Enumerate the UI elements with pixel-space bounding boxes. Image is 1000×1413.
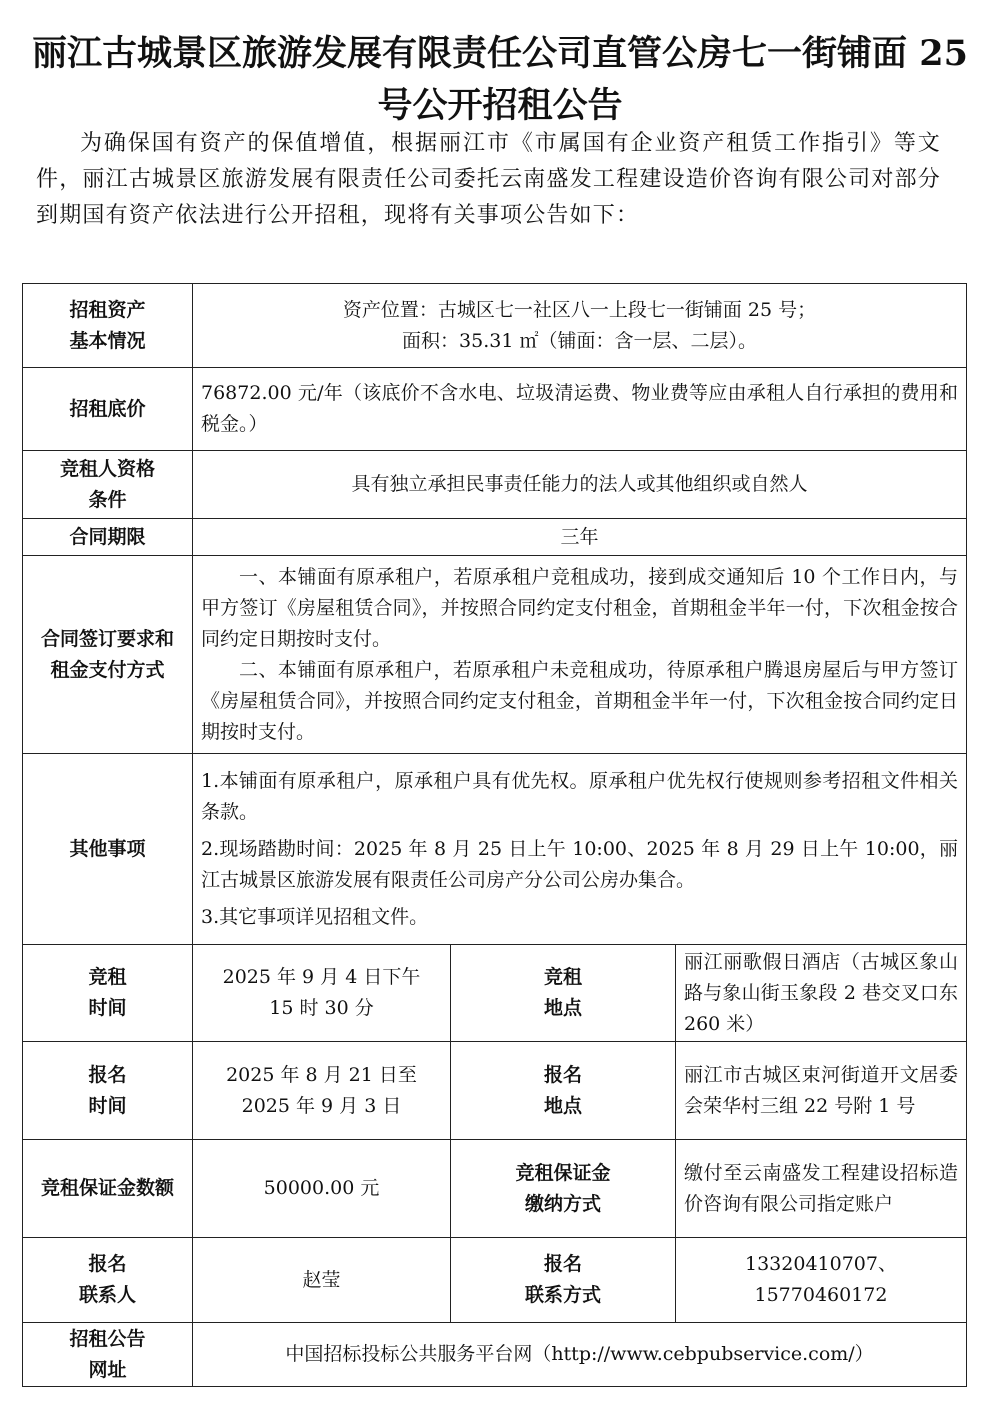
- row-term: [23, 519, 967, 556]
- contract-para-1: 一、本铺面有原承租户，若原承租户竞租成功，接到成交通知后 10 个工作日内，与甲方签订《房屋租赁合同》，并按照合同约定支付租金，首期租金半年一付，下次租金按合同约定日期按时支付。: [201, 565, 958, 650]
- deposit-method-label: [451, 1140, 676, 1238]
- row-asset: [23, 284, 967, 368]
- row-bid: [23, 945, 967, 1042]
- reg-time-label-line1: 报名: [88, 1063, 127, 1086]
- reg-time-line1: 2025 年 8 月 21 日至: [226, 1063, 417, 1086]
- reg-time-line2: 2025 年 9 月 3 日: [241, 1094, 402, 1117]
- contract-label-line2: 租金支付方式: [50, 658, 165, 681]
- reg-place-value: 丽江市古城区束河街道开文居委会荣华村三组 22 号附 1 号: [676, 1042, 967, 1140]
- row-contact: [23, 1238, 967, 1323]
- website-value: 中国招标投标公共服务平台网（http://www.cebpubservice.com/）: [193, 1323, 967, 1387]
- reg-time-label-line2: 时间: [88, 1094, 127, 1117]
- base-price-label: 招租底价: [23, 368, 193, 451]
- qualification-label: [23, 451, 193, 519]
- reg-place-label-line2: 地点: [543, 1094, 582, 1117]
- row-base-price: [23, 368, 967, 451]
- contact-person-label: [23, 1238, 193, 1323]
- contact-phone-label-line1: 报名: [543, 1253, 582, 1275]
- asset-label-line2: 基本情况: [69, 329, 146, 352]
- asset-location: 资产位置：古城区七一社区八一上段七一街铺面 25 号；: [342, 298, 817, 321]
- other-value: [193, 754, 967, 945]
- contact-phone-label-line2: 联系方式: [524, 1284, 601, 1306]
- other-item-1: 1.本铺面有原承租户，原承租户具有优先权。原承租户优先权行使规则参考招租文件相关条款。: [201, 769, 958, 823]
- contract-label: [23, 556, 193, 754]
- bid-time-line1: 2025 年 9 月 4 日下午: [222, 966, 421, 988]
- qualification-label-line1: 竞租人资格: [59, 457, 155, 480]
- contact-person-label-line2: 联系人: [78, 1284, 136, 1306]
- asset-value: [193, 284, 967, 368]
- qualification-label-line2: 条件: [88, 488, 127, 511]
- term-value: 三年: [193, 519, 967, 556]
- bid-place-value: 丽江丽歌假日酒店（古城区象山路与象山街玉象段 2 巷交叉口东 260 米）: [676, 945, 967, 1042]
- bid-place-label: [451, 945, 676, 1042]
- bid-time-label: [23, 945, 193, 1042]
- term-label: 合同期限: [23, 519, 193, 556]
- contact-phone-label: [451, 1238, 676, 1323]
- other-item-3: 3.其它事项详见招租文件。: [201, 905, 429, 928]
- deposit-label: 竞租保证金数额: [23, 1140, 193, 1238]
- website-label: [23, 1323, 193, 1387]
- contact-person-value: 赵莹: [193, 1238, 451, 1323]
- asset-label-line1: 招租资产: [69, 298, 146, 321]
- reg-place-label: [451, 1042, 676, 1140]
- contract-para-2: 二、本铺面有原承租户，若原承租户未竞租成功，待原承租户腾退房屋后与甲方签订《房屋租赁合同》，并按照合同约定支付租金，首期租金半年一付，下次租金按合同约定日期按时支付。: [201, 658, 958, 743]
- deposit-method-label-line2: 缴纳方式: [524, 1192, 601, 1215]
- row-website: [23, 1323, 967, 1387]
- deposit-method-label-line1: 竞租保证金: [515, 1161, 611, 1184]
- contact-person-label-line1: 报名: [88, 1253, 127, 1275]
- asset-label: [23, 284, 193, 368]
- asset-area: 面积：35.31 ㎡（铺面：含一层、二层）。: [402, 329, 757, 352]
- base-price-value: 76872.00 元/年（该底价不含水电、垃圾清运费、物业费等应由承租人自行承担的费用和税金。）: [193, 368, 967, 451]
- bid-time-label-line2: 时间: [88, 997, 127, 1019]
- row-contract: [23, 556, 967, 754]
- bid-time-value: [193, 945, 451, 1042]
- notice-title: 丽江古城景区旅游发展有限责任公司直管公房七一街铺面 25 号公开招租公告: [32, 33, 968, 126]
- other-item-2: 2.现场踏勘时间：2025 年 8 月 25 日上午 10:00、2025 年 8 月 29 日上午 10:00，丽江古城景区旅游发展有限责任公司房产分公司公房办集合。: [201, 837, 958, 891]
- contact-phone-value: [676, 1238, 967, 1323]
- website-label-line2: 网址: [88, 1358, 127, 1381]
- deposit-method-value: 缴付至云南盛发工程建设招标造价咨询有限公司指定账户: [676, 1140, 967, 1238]
- row-registration: [23, 1042, 967, 1140]
- website-label-line1: 招租公告: [69, 1327, 146, 1350]
- contract-value: [193, 556, 967, 754]
- reg-place-label-line1: 报名: [543, 1063, 582, 1086]
- contact-phone-line2: 15770460172: [754, 1284, 888, 1306]
- notice-table: [22, 283, 967, 1387]
- qualification-value: 具有独立承担民事责任能力的法人或其他组织或自然人: [193, 451, 967, 519]
- bid-place-label-line1: 竞租: [543, 966, 582, 988]
- reg-time-label: [23, 1042, 193, 1140]
- contact-phone-line1: 13320410707、: [745, 1253, 897, 1275]
- bid-place-label-line2: 地点: [543, 997, 582, 1019]
- intro-paragraph: 为确保国有资产的保值增值，根据丽江市《市属国有企业资产租赁工作指引》等文件，丽江古城景区旅游发展有限责任公司委托云南盛发工程建设造价咨询有限公司对部分到期国有资产依法进行公开招租，现将有关事项公告如下：: [36, 131, 941, 228]
- row-deposit: [23, 1140, 967, 1238]
- row-other: [23, 754, 967, 945]
- deposit-value: 50000.00 元: [193, 1140, 451, 1238]
- reg-time-value: [193, 1042, 451, 1140]
- other-label: 其他事项: [23, 754, 193, 945]
- bid-time-label-line1: 竞租: [88, 966, 127, 988]
- contract-label-line1: 合同签订要求和: [40, 627, 174, 650]
- bid-time-line2: 15 时 30 分: [269, 997, 374, 1019]
- row-qualification: [23, 451, 967, 519]
